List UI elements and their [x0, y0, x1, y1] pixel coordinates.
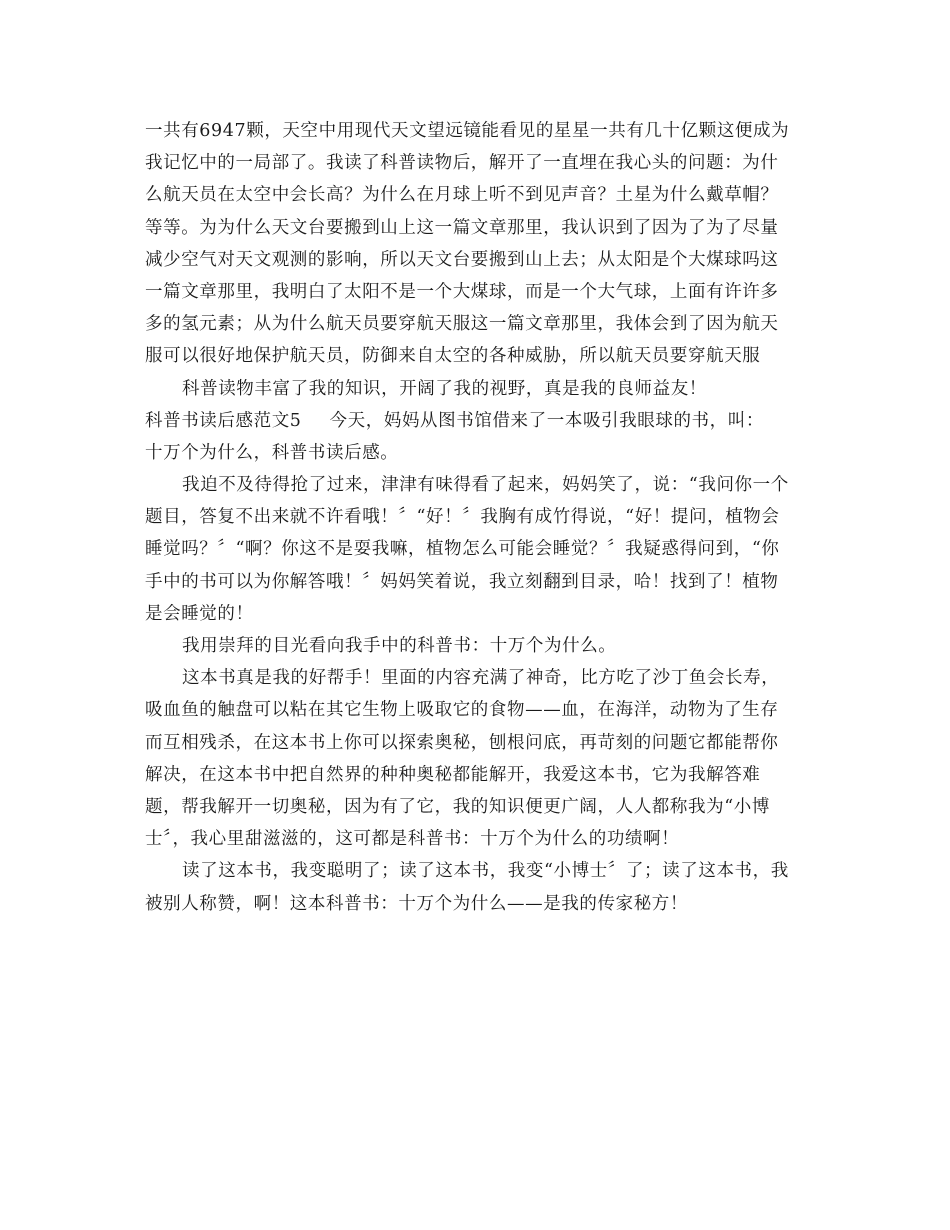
text-line: 士〞，我心里甜滋滋的，这可都是科普书：十万个为什么的功绩啊！	[145, 829, 680, 850]
text-line: 么航天员在太空中会长高？为什么在月球上听不到见声音？土星为什么戴草帽？	[145, 185, 779, 206]
heading-line	[145, 405, 810, 437]
section-heading: 科普书读后感范文5	[145, 410, 302, 431]
text-line: 而互相残杀，在这本书上你可以探索奥秘，刨根问底，再苛刻的问题它都能帮你	[145, 732, 779, 753]
text-line: 我迫不及待得抢了过来，津津有味得看了起来，妈妈笑了，说：“我问你一个	[182, 475, 789, 496]
text-line: 吸血鱼的触盘可以粘在其它生物上吸取它的食物——血，在海洋，动物为了生存	[145, 700, 779, 721]
text-line: 这本书真是我的好帮手！里面的内容充满了神奇，比方吃了沙丁鱼会长寿，	[182, 668, 780, 689]
text-line: 科普读物丰富了我的知识，开阔了我的视野，真是我的良师益友！	[182, 378, 707, 399]
text-line: 我用崇拜的目光看向我手中的科普书：十万个为什么。	[182, 636, 617, 656]
text-line: 是会睡觉的！	[145, 603, 254, 624]
text-line: 等等。为为什么天文台要搬到山上这一篇文章那里，我认识到了因为了为了尽量	[145, 217, 779, 238]
text-line: 被别人称赞，啊！这本科普书：十万个为什么——是我的传家秘方！	[145, 893, 688, 914]
text-line: 手中的书可以为你解答哦！〞妈妈笑着说，我立刻翻到目录，哈！找到了！植物	[145, 571, 779, 592]
text-line: 我记忆中的一局部了。我读了科普读物后，解开了一直埋在我心头的问题：为什	[145, 153, 779, 174]
text-line: 一篇文章那里，我明白了太阳不是一个大煤球，而是一个大气球，上面有许许多	[145, 281, 779, 302]
text-line: 读了这本书，我变聪明了；读了这本书，我变“小博士〞了；读了这本书，我	[182, 861, 789, 882]
text-line: 睡觉吗？〞“啊？你这不是耍我嘛，植物怎么可能会睡觉？〞我疑惑得问到，“你	[145, 539, 780, 560]
text-line: 十万个为什么，科普书读后感。	[145, 442, 399, 463]
document-body	[145, 115, 810, 920]
text-line: 解决，在这本书中把自然界的种种奥秘都能解开，我爱这本书，它为我解答难	[145, 764, 761, 785]
text-line: 一共有6947颗，天空中用现代天文望远镜能看见的星星一共有几十亿颗这便成为	[145, 121, 790, 141]
text-line: 题目，答复不出来就不许看哦！〞“好！〞我胸有成竹得说，“好！提问，植物会	[145, 507, 780, 528]
text-line: 多的氢元素；从为什么航天员要穿航天服这一篇文章那里，我体会到了因为航天	[145, 314, 779, 335]
text-line: 题，帮我解开一切奥秘，因为有了它，我的知识便更广阔，人人都称我为“小博	[145, 796, 770, 817]
text-line: 服可以很好地保护航天员，防御来自太空的各种威胁，所以航天员要穿航天服	[145, 346, 761, 367]
text-line: 减少空气对天文观测的影响，所以天文台要搬到山上去；从太阳是个大煤球吗这	[145, 249, 779, 270]
heading-line-text: 今天，妈妈从图书馆借来了一本吸引我眼球的书，叫：	[329, 410, 764, 431]
